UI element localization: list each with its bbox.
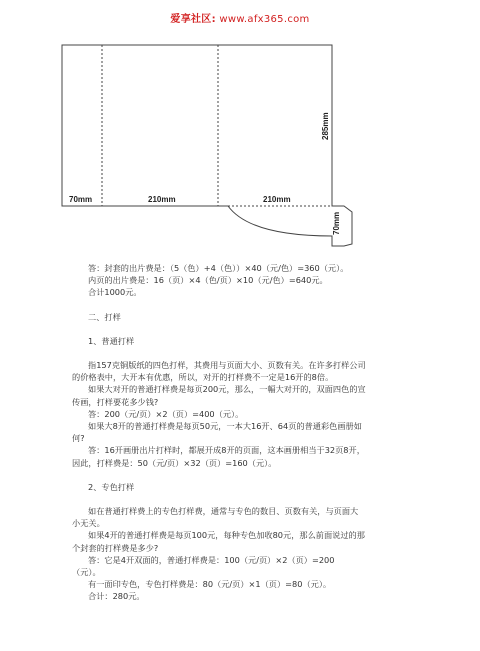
answer-line: 答：封套的出片费是：（5（色）+4（色））×40（元/色）=360（元）。 <box>88 263 349 273</box>
answer-line: 合计：280元。 <box>88 591 145 602</box>
paragraph-line: 何? <box>72 433 85 444</box>
paragraph-line: 指157克铜版纸的四色打样，其费用与页面大小、页数有关。在许多打样公司 <box>88 360 366 371</box>
answer-line: （元）。 <box>72 567 101 578</box>
section-heading: 二、打样 <box>88 311 121 322</box>
dim-flap-label: 70mm <box>332 211 341 235</box>
dim-left-label: 70mm <box>69 195 93 204</box>
paragraph-line: 小无关。 <box>72 518 105 529</box>
subsection-heading: 1、普通打样 <box>88 335 135 346</box>
paragraph-line: 传画，打样要花多少钱? <box>72 396 159 407</box>
answer-line: 有一面印专色，专色打样费是：80（元/页）×1（页）=80（元）。 <box>88 579 332 590</box>
answer-line: 内页的出片费是：16（页）×4（色/页）×10（元/色）=640元。 <box>88 275 328 286</box>
paragraph-line: 个封套的打样费是多少? <box>72 542 159 553</box>
answer-line: 合计1000元。 <box>88 287 142 298</box>
folder-diagram <box>0 0 480 260</box>
paragraph-line: 的价格表中，大开本有优惠，所以，对开的打样费不一定是16开的8倍。 <box>72 372 334 383</box>
answer-line: 因此，打样费是：50（元/页）×32（页）=160（元）。 <box>72 457 277 468</box>
paragraph-line: 如果大对开的普通打样费是每页200元，那么，一幅大对开的，双面四色的宣 <box>88 384 366 395</box>
paragraph-line: 如在普通打样费上的专色打样费，通常与专色的数目、页数有关，与页面大 <box>88 506 359 517</box>
site-url[interactable]: www.afx365.com <box>219 14 310 25</box>
answer-line: 答：它是4开双面的，普通打样费是：100（元/页）×2（页）=200 <box>88 554 335 565</box>
dim-right-label: 210mm <box>263 195 291 204</box>
dim-height-label: 285mm <box>321 112 330 140</box>
dim-mid-label: 210mm <box>148 195 176 204</box>
answer-line: 答：16开画册出片打样时，都展开成8开的页面，这本画册相当于32页8开， <box>88 445 365 456</box>
subsection-heading: 2、专色打样 <box>88 481 135 492</box>
paragraph-line: 如果4开的普通打样费是每页100元，每种专色加收80元，那么前面说过的那 <box>88 530 365 541</box>
folder-outline <box>62 45 352 246</box>
document-body <box>72 262 422 603</box>
site-logo-text: 爱享社区: <box>170 14 216 25</box>
paragraph-line: 如果大8开的普通打样费是每页50元，一本大16开、64页的普通彩色画册如 <box>88 421 362 432</box>
answer-line: 答：200（元/页）×2（页）=400（元）。 <box>88 408 244 419</box>
